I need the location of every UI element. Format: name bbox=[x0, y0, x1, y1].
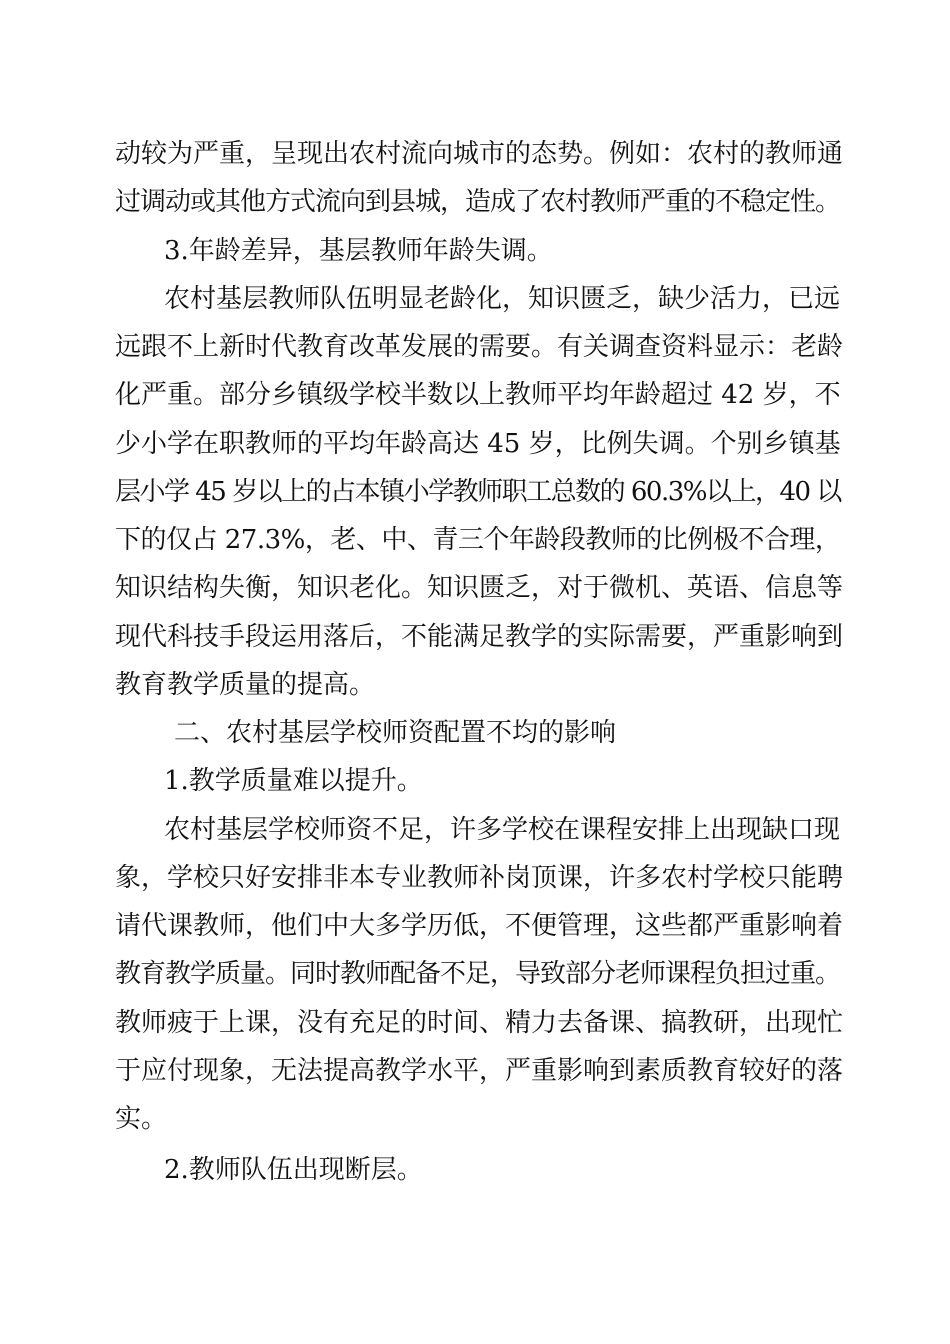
subheading-age-difference: 3.年龄差异，基层教师年龄失调。 bbox=[164, 236, 553, 266]
body-text-line: 知识结构失衡，知识老化。知识匮乏，对于微机、英语、信息等 bbox=[115, 573, 844, 603]
body-text-line: 远跟不上新时代教育改革发展的需要。有关调查资料显示：老龄 bbox=[115, 332, 844, 362]
body-text-line: 化严重。部分乡镇级学校半数以上教师平均年龄超过 42 岁，不 bbox=[115, 380, 841, 410]
body-text-line: 动较为严重，呈现出农村流向城市的态势。例如：农村的教师通 bbox=[115, 139, 844, 169]
subheading-teacher-gap: 2.教师队伍出现断层。 bbox=[164, 1155, 423, 1185]
body-text-line: 下的仅占 27.3%，老、中、青三个年龄段教师的比例极不合理， bbox=[115, 525, 841, 555]
body-text-line: 过调动或其他方式流向到县城，造成了农村教师严重的不稳定性。 bbox=[115, 187, 841, 217]
body-text-line: 实。 bbox=[115, 1104, 168, 1134]
body-text-line: 教育教学质量。同时教师配备不足，导致部分老师课程负担过重。 bbox=[115, 959, 841, 989]
body-text-line: 层小学 45 岁以上的占本镇小学教师职工总数的 60.3%以上，40 以 bbox=[115, 477, 841, 507]
body-text-line: 农村基层教师队伍明显老龄化，知识匮乏，缺少活力，已远 bbox=[164, 284, 841, 314]
body-text-line: 教师疲于上课，没有充足的时间、精力去备课、搞教研，出现忙 bbox=[115, 1008, 844, 1038]
subheading-teaching-quality: 1.教学质量难以提升。 bbox=[164, 766, 423, 796]
body-text-line: 象，学校只好安排非本专业教师补岗顶课，许多农村学校只能聘 bbox=[115, 863, 844, 893]
body-text-line: 于应付现象，无法提高教学水平，严重影响到素质教育较好的落 bbox=[115, 1056, 844, 1086]
body-text-line: 农村基层学校师资不足，许多学校在课程安排上出现缺口现 bbox=[164, 815, 841, 845]
body-text-line: 少小学在职教师的平均年龄高达 45 岁，比例失调。个别乡镇基 bbox=[115, 429, 841, 459]
body-text-line: 请代课教师，他们中大多学历低，不便管理，这些都严重影响着 bbox=[115, 911, 844, 941]
section-heading-impact: 二、农村基层学校师资配置不均的影响 bbox=[174, 718, 617, 748]
body-text-line: 现代科技手段运用落后，不能满足教学的实际需要，严重影响到 bbox=[115, 622, 844, 652]
body-text-line: 教育教学质量的提高。 bbox=[115, 670, 376, 700]
